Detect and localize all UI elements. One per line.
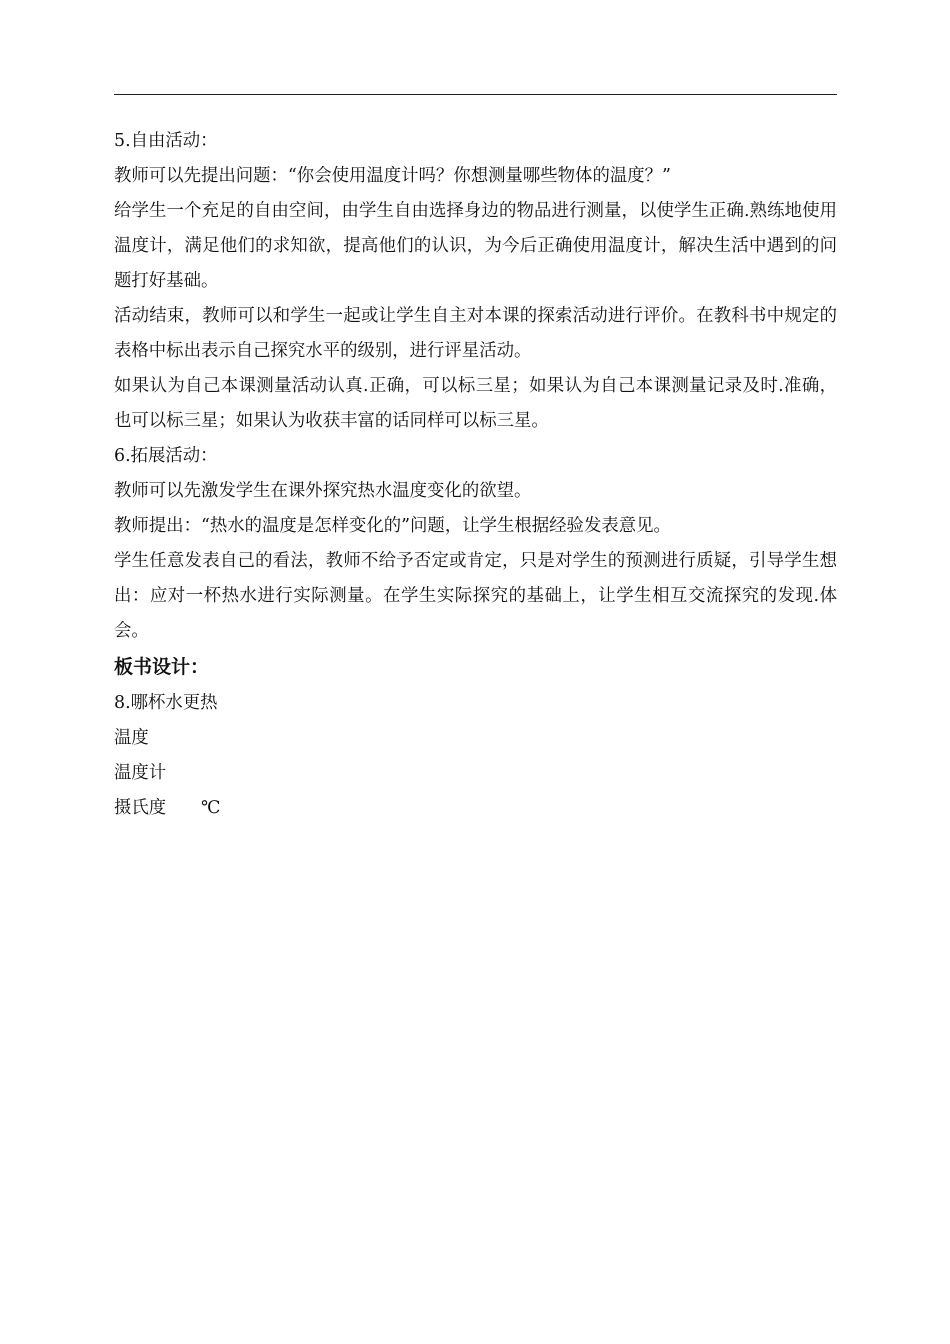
board-line-temperature: 温度 (114, 728, 149, 748)
section5-title: 5.自由活动： (114, 131, 218, 151)
board-line-title: 8.哪杯水更热 (114, 693, 218, 713)
section6-paragraph-3: 学生任意发表自己的看法，教师不给予否定或肯定，只是对学生的预测进行质疑，引导学生想出：应对一杯热水进行实际测量。在学生实际探究的基础上，让学生相互交流探究的发现.体会。 (114, 551, 837, 641)
document-body (114, 124, 837, 826)
section5-paragraph-1: 教师可以先提出问题：“你会使用温度计吗？你想测量哪些物体的温度？” (114, 166, 671, 186)
section6-paragraph-2: 教师提出：“热水的温度是怎样变化的”问题，让学生根据经验发表意见。 (114, 516, 671, 536)
board-line-thermometer: 温度计 (114, 763, 167, 783)
section6-paragraph-1: 教师可以先激发学生在课外探究热水温度变化的欲望。 (114, 481, 532, 501)
section6-title: 6.拓展活动： (114, 446, 218, 466)
board-design-heading: 板书设计： (114, 656, 210, 678)
section5-paragraph-3: 活动结束，教师可以和学生一起或让学生自主对本课的探索活动进行评价。在教科书中规定的表格中标出表示自己探究水平的级别，进行评星活动。 (114, 306, 837, 361)
section5-paragraph-2: 给学生一个充足的自由空间，由学生自由选择身边的物品进行测量，以使学生正确.熟练地使用温度计，满足他们的求知欲，提高他们的认识，为今后正确使用温度计，解决生活中遇到的问题打好基础。 (114, 201, 837, 291)
section5-paragraph-4: 如果认为自己本课测量活动认真.正确，可以标三星；如果认为自己本课测量记录及时.准确，也可以标三星；如果认为收获丰富的话同样可以标三星。 (114, 376, 837, 431)
board-line-celsius: 摄氏度 ℃ (114, 798, 221, 818)
header-rule (114, 94, 837, 95)
